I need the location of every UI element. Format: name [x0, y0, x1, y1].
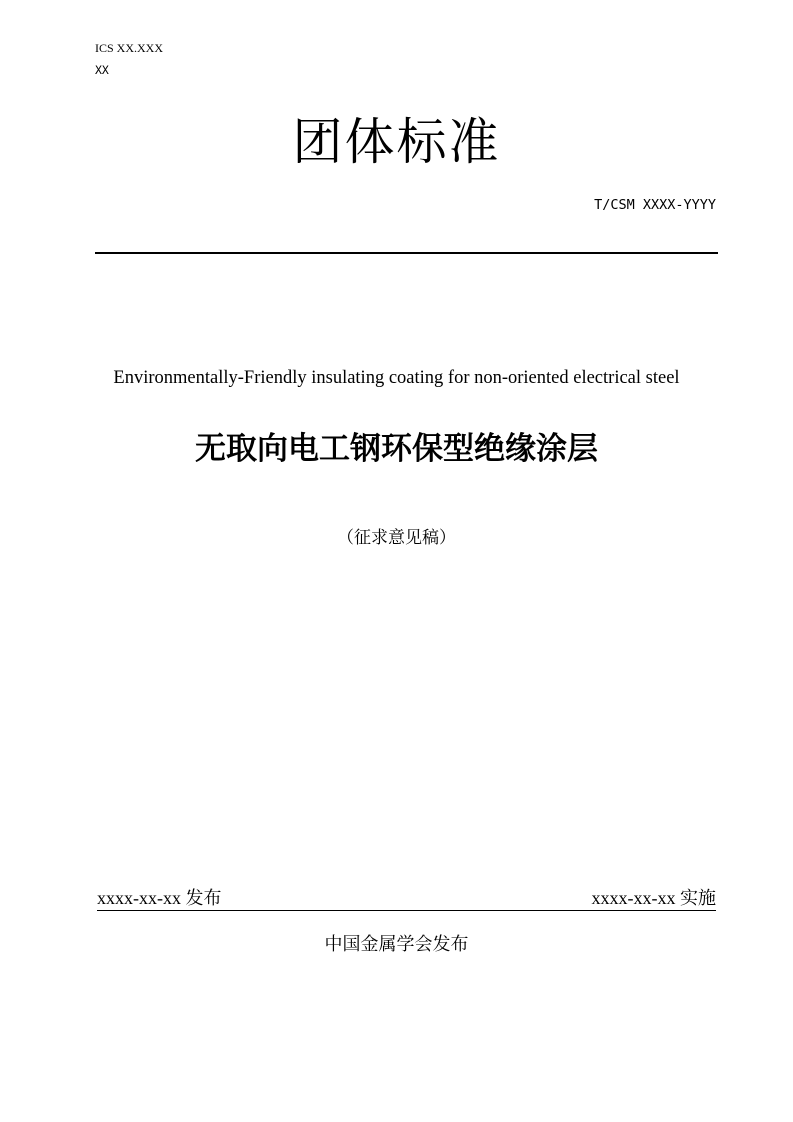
draft-status: （征求意见稿）: [337, 528, 456, 548]
ics-code: ICS XX.XXX: [95, 41, 164, 55]
publish-date: xxxx-xx-xx 发布: [97, 888, 222, 908]
publisher: 中国金属学会发布: [324, 934, 469, 955]
chinese-title: 无取向电工钢环保型绝缘涂层: [195, 431, 598, 467]
standard-number: T/CSM XXXX-YYYY: [594, 197, 716, 213]
english-title: Environmentally-Friendly insulating coating for non-oriented electrical steel: [113, 368, 680, 388]
implement-date: xxxx-xx-xx 实施: [591, 888, 716, 908]
sub-code: XX: [95, 63, 109, 77]
document-type-heading: 团体标准: [292, 113, 501, 171]
header-divider: [95, 252, 718, 254]
date-row: [97, 886, 716, 911]
